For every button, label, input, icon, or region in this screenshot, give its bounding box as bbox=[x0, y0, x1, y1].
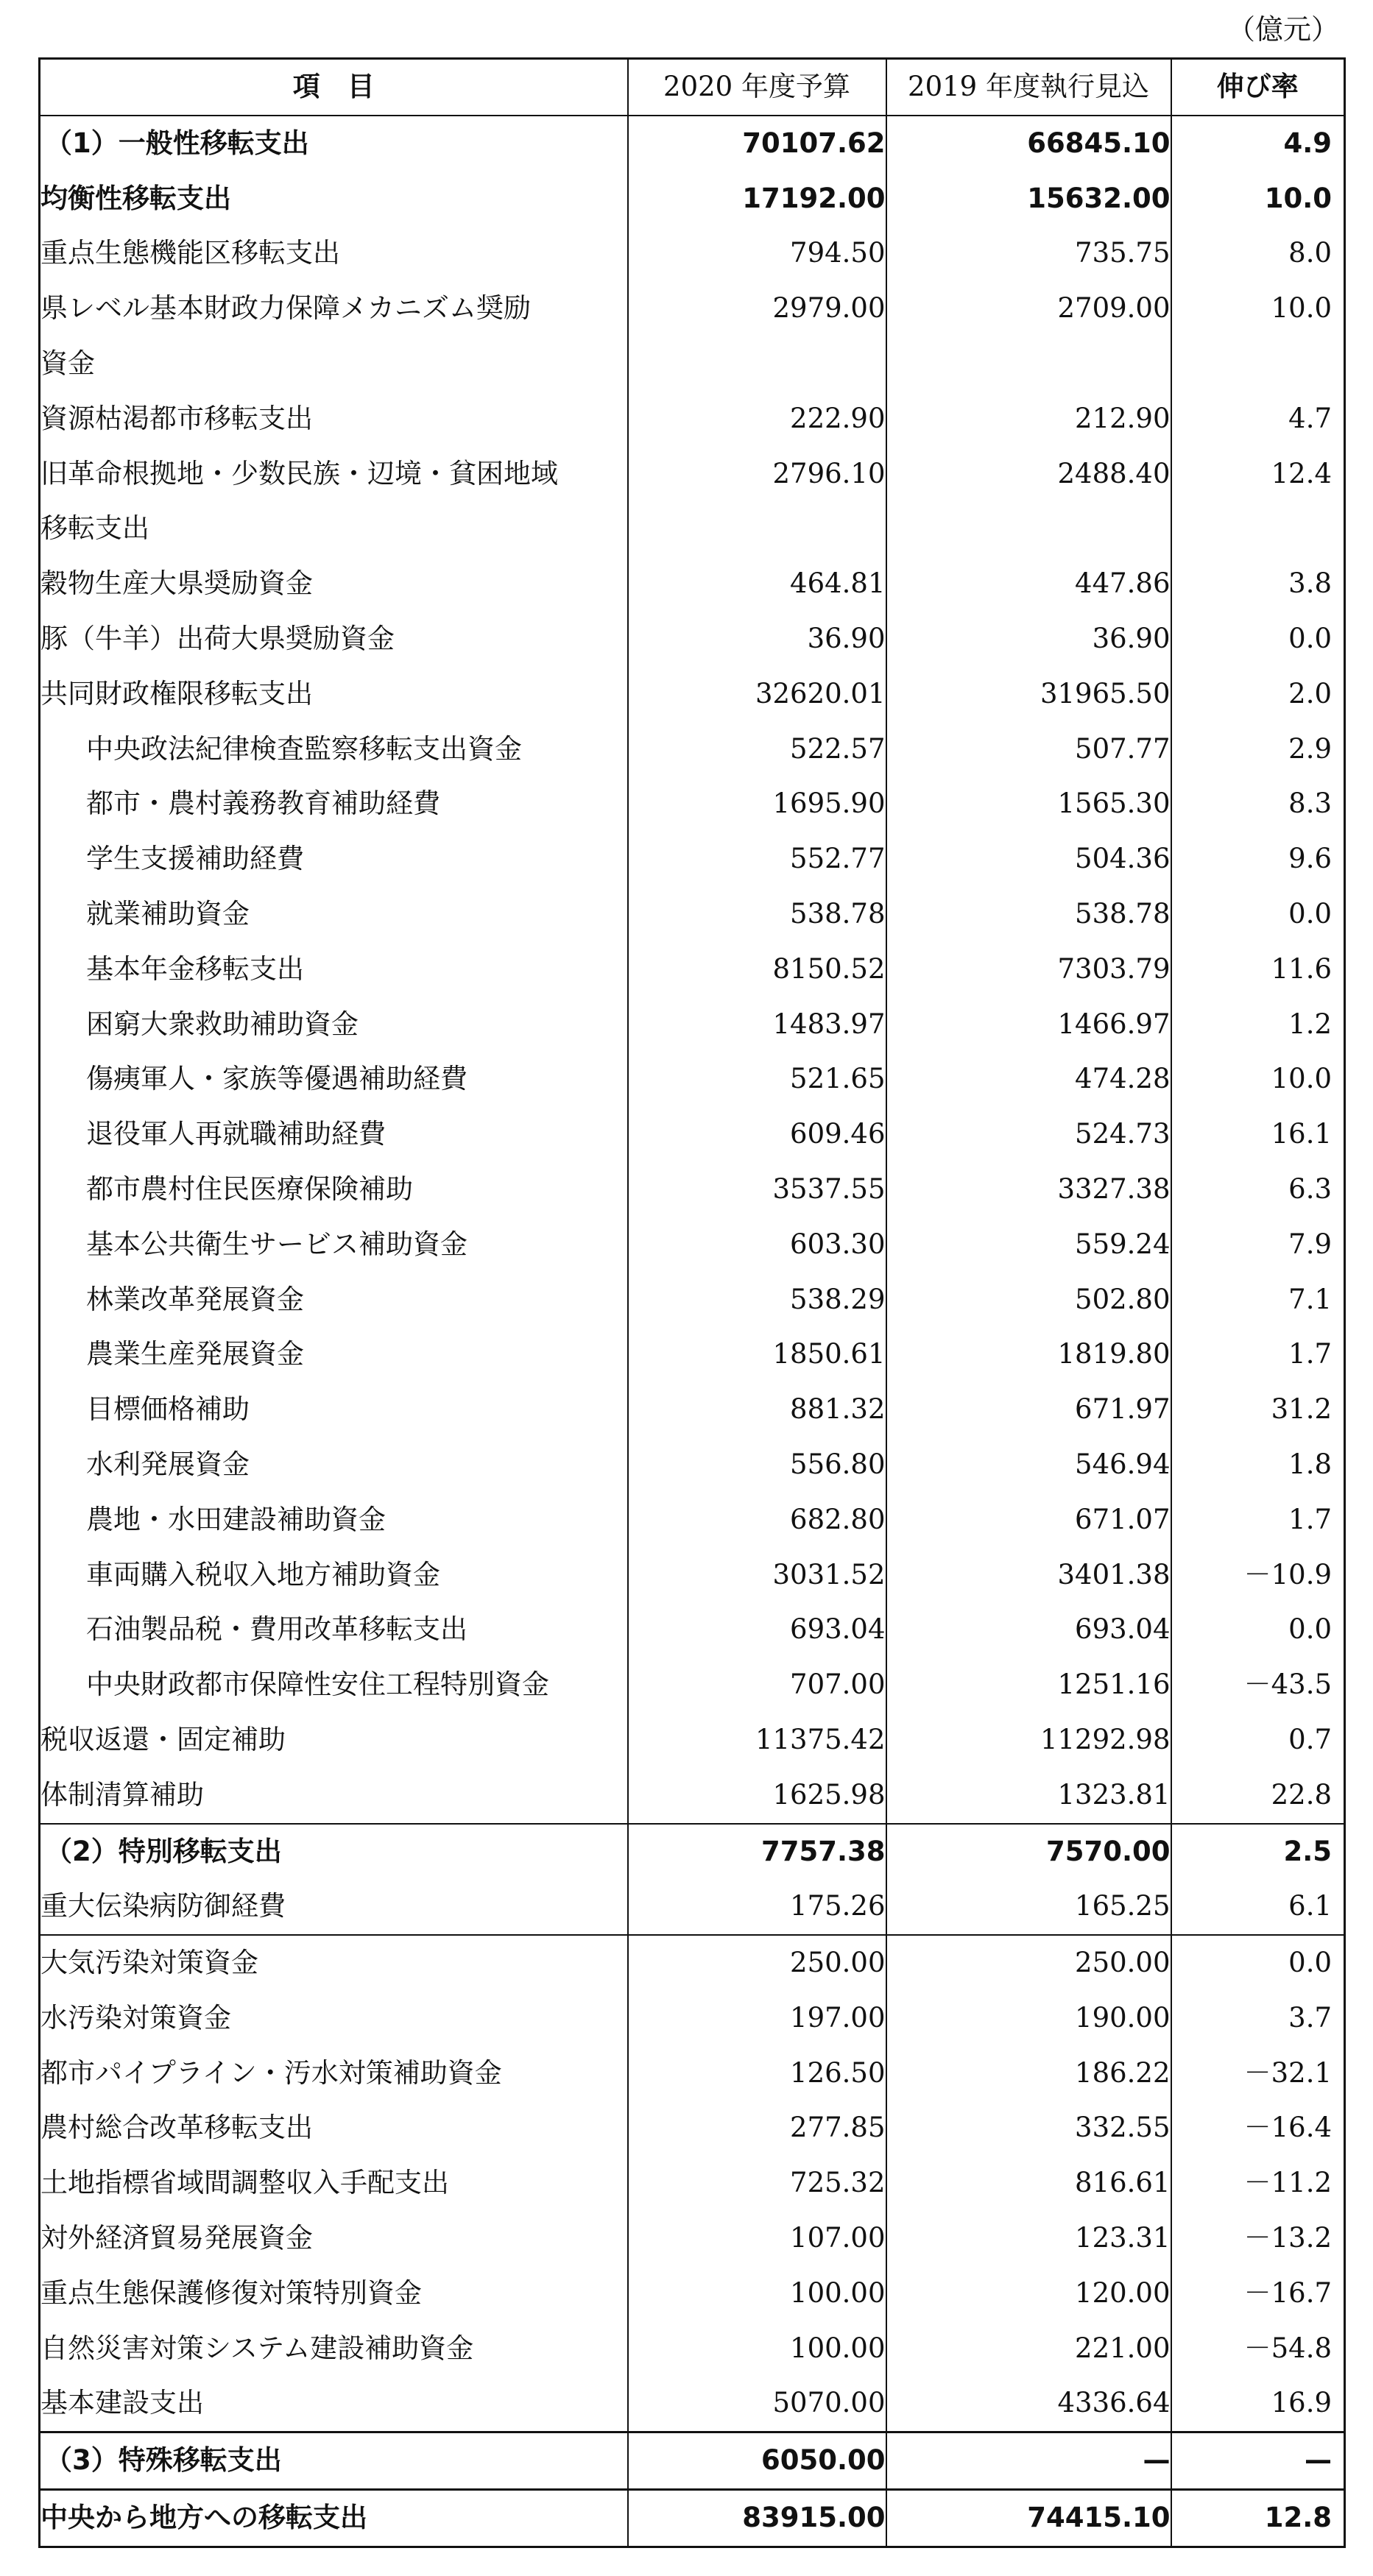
item-cell: 重点生態保護修復対策特別資金 bbox=[40, 2266, 628, 2321]
budget-2020-cell: 17192.00 bbox=[628, 171, 886, 227]
growth-rate-cell: 7.1 bbox=[1288, 1283, 1332, 1315]
table-row bbox=[40, 667, 1345, 722]
table-row bbox=[40, 1935, 1345, 1991]
growth-rate-cell: 6.1 bbox=[1288, 1890, 1332, 1922]
estimate-2019-cell: 11292.98 bbox=[886, 1713, 1171, 1768]
estimate-2019-cell: 524.73 bbox=[886, 1107, 1171, 1162]
item-cell: 林業改革発展資金 bbox=[40, 1273, 628, 1328]
table-row bbox=[40, 1327, 1345, 1382]
growth-rate-cell: 22.8 bbox=[1271, 1778, 1332, 1811]
item-cell: 石油製品税・費用改革移転支出 bbox=[40, 1602, 628, 1657]
growth-rate-cell: 1.8 bbox=[1288, 1448, 1332, 1480]
estimate-2019-cell bbox=[886, 336, 1171, 392]
header-growth-rate: 伸び率 bbox=[1216, 71, 1299, 102]
budget-2020-cell: 3537.55 bbox=[628, 1162, 886, 1217]
table-row bbox=[40, 171, 1345, 227]
estimate-2019-cell: 1565.30 bbox=[886, 776, 1171, 832]
budget-2020-cell: 725.32 bbox=[628, 2156, 886, 2211]
budget-2020-cell: 126.50 bbox=[628, 2046, 886, 2101]
estimate-2019-cell: 1819.80 bbox=[886, 1327, 1171, 1382]
budget-2020-cell: 2979.00 bbox=[628, 281, 886, 336]
table-row bbox=[40, 1437, 1345, 1493]
table-row bbox=[40, 1602, 1345, 1657]
growth-rate-cell: 7.9 bbox=[1288, 1228, 1332, 1260]
item-cell: 都市農村住民医療保険補助 bbox=[40, 1162, 628, 1217]
budget-2020-cell: 464.81 bbox=[628, 556, 886, 612]
table-row bbox=[40, 2101, 1345, 2156]
table-row bbox=[40, 1493, 1345, 1548]
estimate-2019-cell: 120.00 bbox=[886, 2266, 1171, 2321]
budget-2020-cell: 83915.00 bbox=[628, 2490, 886, 2547]
estimate-2019-cell: 165.25 bbox=[886, 1879, 1171, 1935]
table-row bbox=[40, 116, 1345, 171]
growth-rate-cell: 10.0 bbox=[1271, 292, 1332, 325]
item-cell: 中央から地方への移転支出 bbox=[40, 2490, 628, 2547]
budget-2020-cell: 11375.42 bbox=[628, 1713, 886, 1768]
estimate-2019-cell: 538.78 bbox=[886, 887, 1171, 942]
growth-rate-cell: 16.9 bbox=[1271, 2387, 1332, 2419]
budget-2020-cell: 1483.97 bbox=[628, 997, 886, 1052]
growth-rate-cell: 11.6 bbox=[1271, 952, 1332, 985]
table-row bbox=[40, 612, 1345, 667]
budget-2020-cell: 603.30 bbox=[628, 1217, 886, 1273]
item-cell: 共同財政権限移転支出 bbox=[40, 667, 628, 722]
table-row bbox=[40, 281, 1345, 336]
table-row bbox=[40, 2432, 1345, 2490]
growth-rate-cell: 12.4 bbox=[1271, 457, 1332, 489]
estimate-2019-cell: 1466.97 bbox=[886, 997, 1171, 1052]
growth-rate-cell: 1.7 bbox=[1288, 1503, 1332, 1535]
table-row bbox=[40, 887, 1345, 942]
table-row bbox=[40, 1107, 1345, 1162]
estimate-2019-cell: 671.07 bbox=[886, 1493, 1171, 1548]
item-cell: 水利発展資金 bbox=[40, 1437, 628, 1493]
estimate-2019-cell: 212.90 bbox=[886, 392, 1171, 447]
budget-2020-cell: 6050.00 bbox=[628, 2432, 886, 2490]
table-row bbox=[40, 1991, 1345, 2046]
budget-2020-cell: 521.65 bbox=[628, 1052, 886, 1107]
budget-2020-cell: 7757.38 bbox=[628, 1824, 886, 1880]
estimate-2019-cell: 1323.81 bbox=[886, 1768, 1171, 1824]
estimate-2019-cell: 31965.50 bbox=[886, 667, 1171, 722]
table-row bbox=[40, 2156, 1345, 2211]
table-row bbox=[40, 556, 1345, 612]
growth-rate-cell: 3.7 bbox=[1288, 2001, 1332, 2034]
item-cell: 旧革命根拠地・少数民族・辺境・貧困地域 bbox=[40, 447, 628, 502]
growth-rate-cell bbox=[1171, 501, 1345, 556]
estimate-2019-cell: 504.36 bbox=[886, 832, 1171, 887]
growth-rate-cell: －11.2 bbox=[1243, 2167, 1332, 2199]
item-cell: 税収返還・固定補助 bbox=[40, 1713, 628, 1768]
budget-2020-cell: 175.26 bbox=[628, 1879, 886, 1935]
estimate-2019-cell: 66845.10 bbox=[886, 116, 1171, 171]
table-row bbox=[40, 226, 1345, 281]
budget-2020-cell: 538.29 bbox=[628, 1273, 886, 1328]
header-estimate-2019: 2019 年度執行見込 bbox=[886, 59, 1171, 116]
item-cell: 就業補助資金 bbox=[40, 887, 628, 942]
table-row bbox=[40, 832, 1345, 887]
estimate-2019-cell: 221.00 bbox=[886, 2321, 1171, 2377]
growth-rate-cell: －10.9 bbox=[1243, 1558, 1332, 1590]
budget-2020-cell: 5070.00 bbox=[628, 2376, 886, 2432]
header-budget-2020: 2020 年度予算 bbox=[628, 59, 886, 116]
growth-rate-cell: －13.2 bbox=[1243, 2222, 1332, 2254]
growth-rate-cell: 31.2 bbox=[1271, 1393, 1332, 1426]
growth-rate-cell: 0.0 bbox=[1288, 622, 1332, 654]
growth-rate-cell: 2.9 bbox=[1288, 732, 1332, 765]
growth-rate-cell: 1.7 bbox=[1288, 1338, 1332, 1370]
growth-rate-cell: －32.1 bbox=[1243, 2056, 1332, 2089]
growth-rate-cell: 4.9 bbox=[1283, 127, 1332, 159]
item-cell: 重点生態機能区移転支出 bbox=[40, 226, 628, 281]
table-row bbox=[40, 2376, 1345, 2432]
growth-rate-cell: －54.8 bbox=[1243, 2332, 1332, 2364]
item-cell: 農地・水田建設補助資金 bbox=[40, 1493, 628, 1548]
item-cell: 傷痍軍人・家族等優遇補助経費 bbox=[40, 1052, 628, 1107]
budget-2020-cell: 277.85 bbox=[628, 2101, 886, 2156]
table-row bbox=[40, 942, 1345, 997]
estimate-2019-cell: 2488.40 bbox=[886, 447, 1171, 502]
growth-rate-cell: －16.7 bbox=[1243, 2276, 1332, 2309]
estimate-2019-cell: 546.94 bbox=[886, 1437, 1171, 1493]
estimate-2019-cell: 36.90 bbox=[886, 612, 1171, 667]
growth-rate-cell: 0.0 bbox=[1288, 897, 1332, 930]
table-row bbox=[40, 501, 1345, 556]
item-cell: 移転支出 bbox=[40, 501, 628, 556]
item-cell: 中央政法紀律検査監察移転支出資金 bbox=[40, 722, 628, 777]
estimate-2019-cell: 186.22 bbox=[886, 2046, 1171, 2101]
growth-rate-cell: 9.6 bbox=[1288, 843, 1332, 875]
growth-rate-cell: －16.4 bbox=[1243, 2112, 1332, 2144]
estimate-2019-cell: 735.75 bbox=[886, 226, 1171, 281]
table-row bbox=[40, 722, 1345, 777]
estimate-2019-cell: 3401.38 bbox=[886, 1548, 1171, 1603]
budget-2020-cell: 100.00 bbox=[628, 2321, 886, 2377]
table-row bbox=[40, 1713, 1345, 1768]
budget-2020-cell: 522.57 bbox=[628, 722, 886, 777]
budget-2020-cell bbox=[628, 336, 886, 392]
item-cell: 中央財政都市保障性安住工程特別資金 bbox=[40, 1657, 628, 1713]
item-cell: 農村総合改革移転支出 bbox=[40, 2101, 628, 2156]
table-row bbox=[40, 2211, 1345, 2266]
growth-rate-cell: 0.0 bbox=[1288, 1613, 1332, 1646]
budget-2020-cell: 197.00 bbox=[628, 1991, 886, 2046]
budget-2020-cell: 693.04 bbox=[628, 1602, 886, 1657]
estimate-2019-cell: 2709.00 bbox=[886, 281, 1171, 336]
item-cell: 体制清算補助 bbox=[40, 1768, 628, 1824]
item-cell: 車両購入税収入地方補助資金 bbox=[40, 1548, 628, 1603]
item-cell: 基本公共衛生サービス補助資金 bbox=[40, 1217, 628, 1273]
budget-2020-cell: 1850.61 bbox=[628, 1327, 886, 1382]
estimate-2019-cell: 559.24 bbox=[886, 1217, 1171, 1273]
budget-2020-cell: 682.80 bbox=[628, 1493, 886, 1548]
item-cell: 水汚染対策資金 bbox=[40, 1991, 628, 2046]
estimate-2019-cell: 123.31 bbox=[886, 2211, 1171, 2266]
budget-2020-cell: 100.00 bbox=[628, 2266, 886, 2321]
item-cell: 農業生産発展資金 bbox=[40, 1327, 628, 1382]
growth-rate-cell: 1.2 bbox=[1288, 1008, 1332, 1040]
growth-rate-cell: 2.0 bbox=[1288, 677, 1332, 710]
table-body bbox=[40, 116, 1345, 2547]
estimate-2019-cell bbox=[886, 501, 1171, 556]
growth-rate-cell: 2.5 bbox=[1283, 1835, 1332, 1867]
growth-rate-cell: 8.3 bbox=[1288, 788, 1332, 820]
table-row bbox=[40, 1824, 1345, 1880]
budget-2020-cell: 107.00 bbox=[628, 2211, 886, 2266]
item-cell: 目標価格補助 bbox=[40, 1382, 628, 1437]
estimate-2019-cell: 190.00 bbox=[886, 1991, 1171, 2046]
estimate-2019-cell: 332.55 bbox=[886, 2101, 1171, 2156]
growth-rate-cell: 0.0 bbox=[1288, 1947, 1332, 1979]
item-cell: 均衡性移転支出 bbox=[40, 171, 628, 227]
estimate-2019-cell: 671.97 bbox=[886, 1382, 1171, 1437]
table-row bbox=[40, 1382, 1345, 1437]
item-cell: 困窮大衆救助補助資金 bbox=[40, 997, 628, 1052]
header-item: 項 目 bbox=[40, 59, 628, 116]
estimate-2019-cell: 15632.00 bbox=[886, 171, 1171, 227]
table-row bbox=[40, 2321, 1345, 2377]
table-row bbox=[40, 336, 1345, 392]
estimate-2019-cell: 447.86 bbox=[886, 556, 1171, 612]
growth-rate-cell: — bbox=[1305, 2444, 1332, 2477]
budget-2020-cell: 250.00 bbox=[628, 1935, 886, 1991]
growth-rate-cell: 8.0 bbox=[1288, 237, 1332, 269]
growth-rate-cell: 12.8 bbox=[1264, 2502, 1332, 2534]
growth-rate-cell: 16.1 bbox=[1271, 1118, 1332, 1150]
budget-2020-cell: 70107.62 bbox=[628, 116, 886, 171]
item-cell: 都市パイプライン・汚水対策補助資金 bbox=[40, 2046, 628, 2101]
table-row bbox=[40, 1217, 1345, 1273]
budget-2020-cell: 1695.90 bbox=[628, 776, 886, 832]
budget-2020-cell: 222.90 bbox=[628, 392, 886, 447]
table-row bbox=[40, 392, 1345, 447]
estimate-2019-cell: 502.80 bbox=[886, 1273, 1171, 1328]
item-cell: 退役軍人再就職補助経費 bbox=[40, 1107, 628, 1162]
table-row bbox=[40, 1548, 1345, 1603]
budget-2020-cell: 36.90 bbox=[628, 612, 886, 667]
table-row bbox=[40, 2490, 1345, 2547]
item-cell: （1）一般性移転支出 bbox=[40, 116, 628, 171]
budget-2020-cell: 707.00 bbox=[628, 1657, 886, 1713]
table-row bbox=[40, 776, 1345, 832]
item-cell: （3）特殊移転支出 bbox=[40, 2432, 628, 2490]
table-row bbox=[40, 1052, 1345, 1107]
growth-rate-cell: 4.7 bbox=[1288, 402, 1332, 434]
table-row bbox=[40, 997, 1345, 1052]
estimate-2019-cell: 7303.79 bbox=[886, 942, 1171, 997]
growth-rate-cell bbox=[1171, 336, 1345, 392]
table-header-row bbox=[40, 59, 1345, 116]
budget-2020-cell: 2796.10 bbox=[628, 447, 886, 502]
unit-label: （億元） bbox=[1226, 13, 1339, 46]
estimate-2019-cell: 7570.00 bbox=[886, 1824, 1171, 1880]
item-cell: 重大伝染病防御経費 bbox=[40, 1879, 628, 1935]
item-cell: 土地指標省域間調整収入手配支出 bbox=[40, 2156, 628, 2211]
item-cell: 基本建設支出 bbox=[40, 2376, 628, 2432]
item-cell: 県レベル基本財政力保障メカニズム奨励 bbox=[40, 281, 628, 336]
item-cell: 豚（牛羊）出荷大県奨励資金 bbox=[40, 612, 628, 667]
table-row bbox=[40, 2266, 1345, 2321]
budget-2020-cell: 3031.52 bbox=[628, 1548, 886, 1603]
table-row bbox=[40, 1162, 1345, 1217]
budget-2020-cell: 552.77 bbox=[628, 832, 886, 887]
budget-2020-cell: 538.78 bbox=[628, 887, 886, 942]
transfer-payment-table bbox=[38, 57, 1346, 2548]
item-cell: 都市・農村義務教育補助経費 bbox=[40, 776, 628, 832]
estimate-2019-cell: 250.00 bbox=[886, 1935, 1171, 1991]
item-cell: 資金 bbox=[40, 336, 628, 392]
table-row bbox=[40, 1879, 1345, 1935]
growth-rate-cell: 0.7 bbox=[1288, 1723, 1332, 1755]
estimate-2019-cell: 3327.38 bbox=[886, 1162, 1171, 1217]
item-cell: （2）特別移転支出 bbox=[40, 1824, 628, 1880]
budget-2020-cell: 794.50 bbox=[628, 226, 886, 281]
estimate-2019-cell: — bbox=[886, 2432, 1171, 2490]
estimate-2019-cell: 816.61 bbox=[886, 2156, 1171, 2211]
estimate-2019-cell: 507.77 bbox=[886, 722, 1171, 777]
item-cell: 対外経済貿易発展資金 bbox=[40, 2211, 628, 2266]
item-cell: 基本年金移転支出 bbox=[40, 942, 628, 997]
item-cell: 穀物生産大県奨励資金 bbox=[40, 556, 628, 612]
growth-rate-cell: 10.0 bbox=[1264, 182, 1332, 214]
budget-2020-cell: 556.80 bbox=[628, 1437, 886, 1493]
item-cell: 大気汚染対策資金 bbox=[40, 1935, 628, 1991]
estimate-2019-cell: 474.28 bbox=[886, 1052, 1171, 1107]
estimate-2019-cell: 693.04 bbox=[886, 1602, 1171, 1657]
estimate-2019-cell: 74415.10 bbox=[886, 2490, 1171, 2547]
item-cell: 資源枯渇都市移転支出 bbox=[40, 392, 628, 447]
table-row bbox=[40, 2046, 1345, 2101]
budget-2020-cell: 32620.01 bbox=[628, 667, 886, 722]
growth-rate-cell: 3.8 bbox=[1288, 567, 1332, 600]
budget-2020-cell: 8150.52 bbox=[628, 942, 886, 997]
budget-2020-cell: 1625.98 bbox=[628, 1768, 886, 1824]
table-row bbox=[40, 447, 1345, 502]
item-cell: 学生支援補助経費 bbox=[40, 832, 628, 887]
growth-rate-cell: －43.5 bbox=[1243, 1669, 1332, 1701]
table-row bbox=[40, 1273, 1345, 1328]
budget-2020-cell bbox=[628, 501, 886, 556]
item-cell: 自然災害対策システム建設補助資金 bbox=[40, 2321, 628, 2377]
growth-rate-cell: 10.0 bbox=[1271, 1063, 1332, 1095]
budget-2020-cell: 609.46 bbox=[628, 1107, 886, 1162]
growth-rate-cell: 6.3 bbox=[1288, 1172, 1332, 1205]
table-row bbox=[40, 1657, 1345, 1713]
estimate-2019-cell: 4336.64 bbox=[886, 2376, 1171, 2432]
estimate-2019-cell: 1251.16 bbox=[886, 1657, 1171, 1713]
table-row bbox=[40, 1768, 1345, 1824]
budget-2020-cell: 881.32 bbox=[628, 1382, 886, 1437]
